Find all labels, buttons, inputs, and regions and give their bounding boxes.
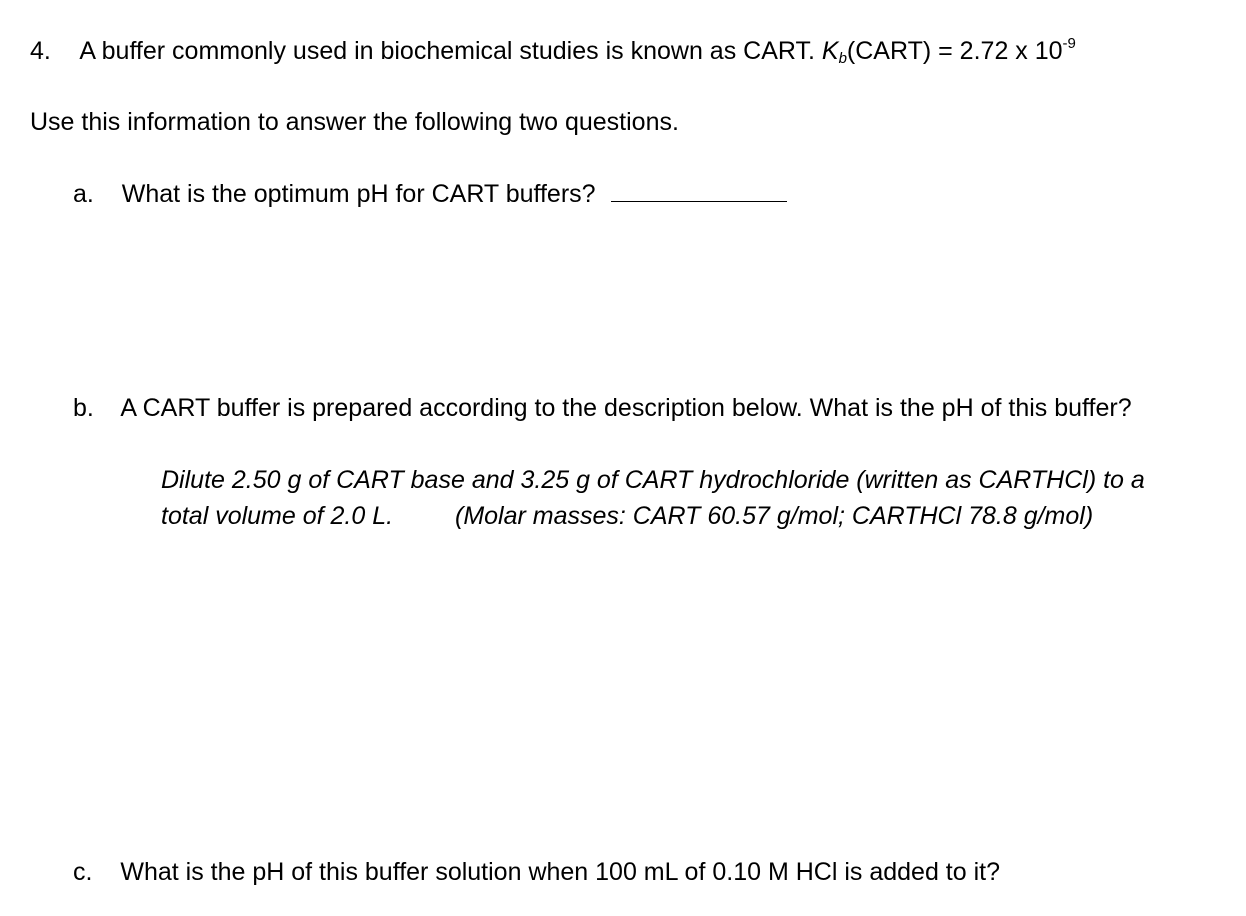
molar-masses-text: (Molar masses: CART 60.57 g/mol; CARTHCl 78.8 g/mol) xyxy=(455,502,1094,530)
kb-exponent: -9 xyxy=(1062,35,1076,52)
question-text: A buffer commonly used in biochemical studies is known as CART. xyxy=(79,37,815,65)
kb-argument: (CART) xyxy=(846,37,932,65)
part-b xyxy=(73,393,1132,423)
part-c xyxy=(73,857,1000,887)
part-c-label: c. xyxy=(73,858,93,886)
part-c-question: What is the pH of this buffer solution when 100 mL of 0.10 M HCl is added to it? xyxy=(120,858,1000,886)
total-volume-text: total volume of 2.0 L. xyxy=(161,502,394,530)
part-b-label: b. xyxy=(73,394,94,422)
answer-blank[interactable] xyxy=(611,179,787,202)
buffer-description-line-2 xyxy=(161,498,1093,534)
question-4-header xyxy=(30,36,1076,66)
buffer-description-line-1: Dilute 2.50 g of CART base and 3.25 g of CART hydrochloride (written as CARTHCl) to a xyxy=(161,466,1145,494)
kb-value: = 2.72 x 10 xyxy=(938,37,1063,65)
kb-symbol: $K_b$ xyxy=(821,37,847,67)
part-b-question: A CART buffer is prepared according to the description below. What is the pH of this buffer? xyxy=(120,394,1132,422)
part-a xyxy=(73,179,787,209)
part-a-question: What is the optimum pH for CART buffers? xyxy=(121,180,596,208)
question-number: 4. xyxy=(30,37,51,65)
part-a-label: a. xyxy=(73,180,94,208)
intro-text: Use this information to answer the following two questions. xyxy=(30,108,679,136)
